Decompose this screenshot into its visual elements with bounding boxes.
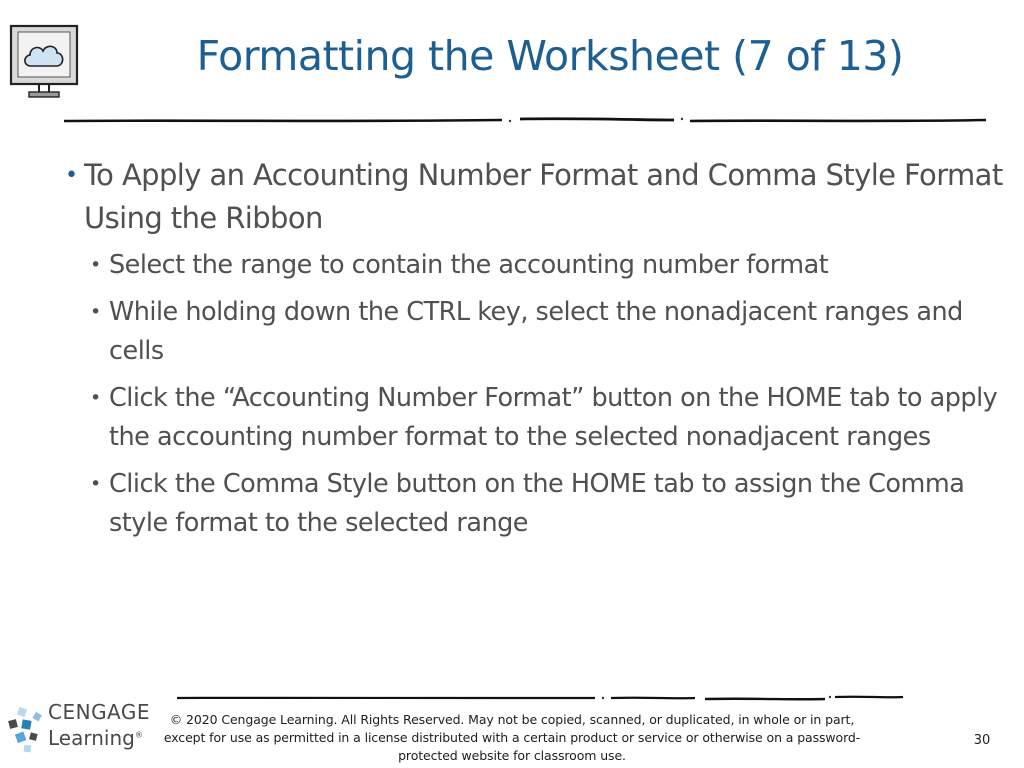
sub-bullet-text: Click the “Accounting Number Format” button on the HOME tab to apply the accounting number format to the selected nonadjacent ranges [109,383,998,452]
cengage-logo [8,700,150,756]
bullet-dot-icon: • [90,301,101,323]
sub-bullet [88,379,1012,457]
cengage-mark-icon [8,700,46,756]
sub-bullet [88,293,1012,371]
slide-title: Formatting the Worksheet (7 of 13) [196,32,904,80]
logo-text-learning: Learning® [48,726,143,750]
bullet-dot-icon: • [65,163,78,188]
footer-divider [175,690,905,706]
title-divider [62,112,990,130]
bullet-content [62,154,1012,551]
sub-bullet-text: Select the range to contain the accounting number format [109,250,829,280]
logo-text-cengage: CENGAGE [48,700,151,724]
page-number: 30 [973,733,991,748]
bullet-text: To Apply an Accounting Number Format and Comma Style Format Using the Ribbon [84,158,1003,235]
bullet-dot-icon: • [90,473,101,495]
bullet-dot-icon: • [90,254,101,276]
sub-bullet-text: While holding down the CTRL key, select the nonadjacent ranges and cells [109,297,963,366]
monitor-cloud-icon [9,22,81,102]
sub-bullet [88,465,1012,543]
bullet-level1 [62,154,1012,240]
sub-bullet-list [88,246,1012,543]
copyright-notice: © 2020 Cengage Learning. All Rights Reserved. May not be copied, scanned, or duplicated, in whole or in part, except for use as permitted in a license distributed with a certain product or service or otherwise on a password-protected website for classroom use. [163,712,861,763]
sub-bullet [88,246,1012,285]
sub-bullet-text: Click the Comma Style button on the HOME tab to assign the Comma style format to the selected range [109,469,965,538]
bullet-dot-icon: • [90,387,101,409]
